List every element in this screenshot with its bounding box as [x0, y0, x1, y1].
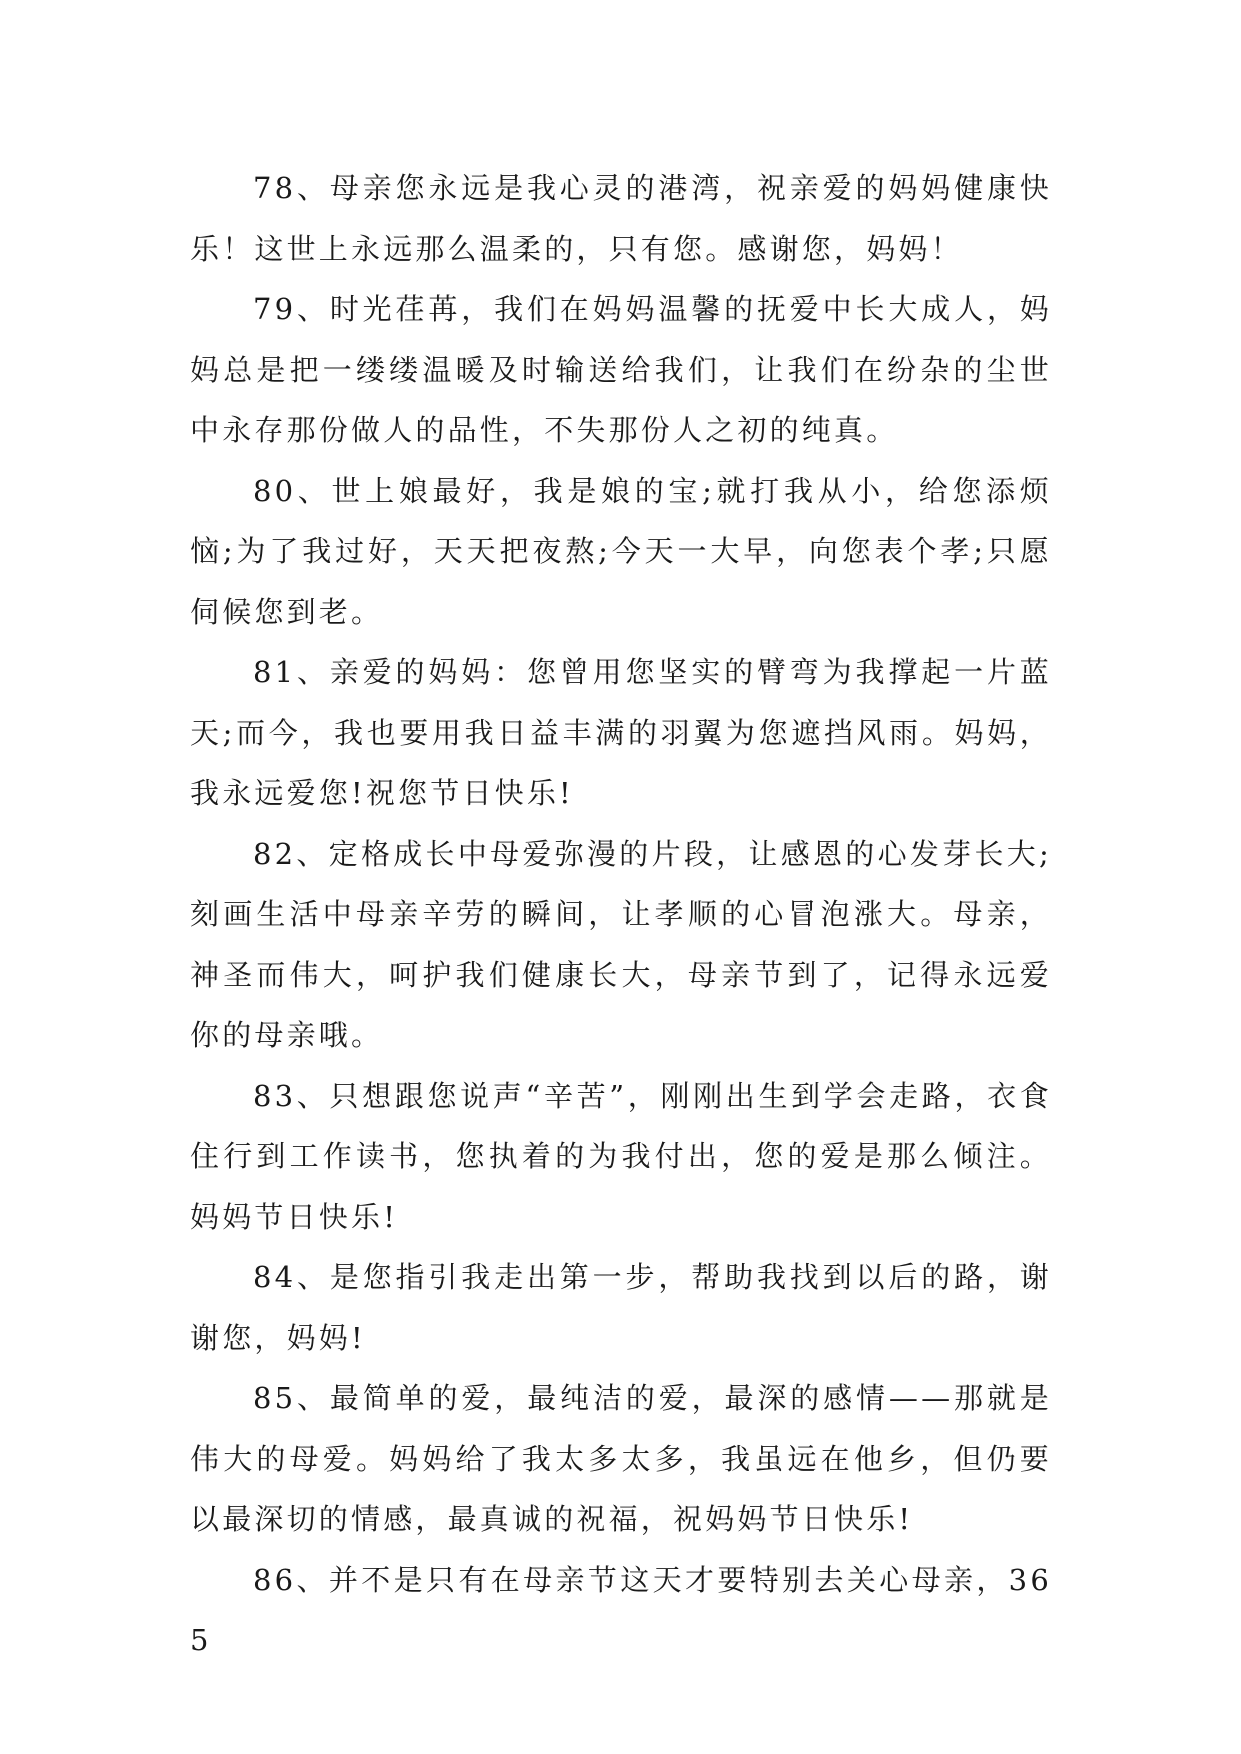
paragraph-84: 84、是您指引我走出第一步，帮助我找到以后的路，谢谢您，妈妈!: [190, 1260, 1052, 1355]
paragraph-85: 85、最简单的爱，最纯洁的爱，最深的感情——那就是伟大的母爱。妈妈给了我太多太多，我虽远在他乡，但仍要以最深切的情感，最真诚的祝福，祝妈妈节日快乐!: [190, 1381, 1052, 1536]
paragraph-83: 83、只想跟您说声“辛苦”，刚刚出生到学会走路，衣食住行到工作读书，您执着的为我付出，您的爱是那么倾注。妈妈节日快乐!: [190, 1078, 1052, 1234]
paragraph-82: 82、定格成长中母爱弥漫的片段，让感恩的心发芽长大;刻画生活中母亲辛劳的瞬间，让孝顺的心冒泡涨大。母亲，神圣而伟大，呵护我们健康长大，母亲节到了，记得永远爱你的母亲哦。: [190, 836, 1052, 1052]
paragraph-86: 86、并不是只有在母亲节这天才要特别去关心母亲，365: [190, 1562, 1052, 1657]
paragraph-80: 80、世上娘最好，我是娘的宝;就打我从小，给您添烦恼;为了我过好，天天把夜熬;今天一大早，向您表个孝;只愿伺候您到老。: [190, 473, 1052, 629]
document-body: [190, 158, 1052, 1671]
paragraph-78: 78、母亲您永远是我心灵的港湾，祝亲爱的妈妈健康快乐！这世上永远那么温柔的，只有您。感谢您，妈妈！: [190, 171, 1052, 266]
paragraph-81: 81、亲爱的妈妈：您曾用您坚实的臂弯为我撑起一片蓝天;而今，我也要用我日益丰满的羽翼为您遮挡风雨。妈妈，我永远爱您!祝您节日快乐!: [190, 655, 1052, 810]
paragraph-79: 79、时光荏苒，我们在妈妈温馨的抚爱中长大成人，妈妈总是把一缕缕温暖及时输送给我们，让我们在纷杂的尘世中永存那份做人的品性，不失那份人之初的纯真。: [190, 292, 1052, 447]
